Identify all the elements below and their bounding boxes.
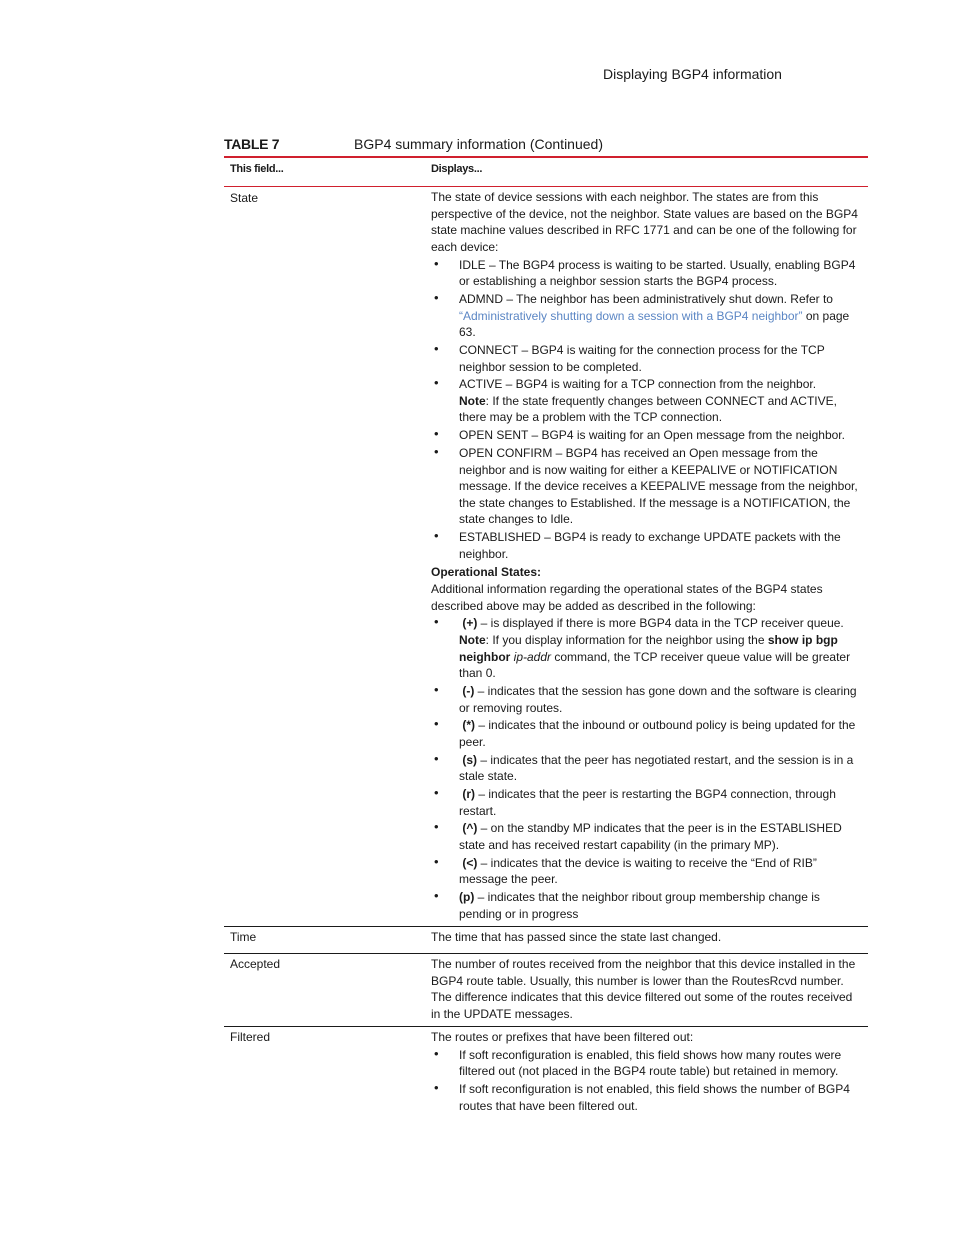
command-text: show ip bgp neighbor <box>459 632 838 664</box>
list-item: • (*) – indicates that the inbound or outbound policy is being updated for the peer. <box>434 716 856 749</box>
filtered-intro: The routes or prefixes that have been filtered out: <box>431 1030 694 1044</box>
operational-states-intro: Additional information regarding the operational states of the BGP4 states described above may be added as described in the following: <box>431 581 823 613</box>
column-header-field: This field... <box>230 163 284 175</box>
table-caption <box>224 136 868 158</box>
note-label: Note <box>459 632 486 647</box>
list-item: • (-) – indicates that the session has gone down and the software is clearing or removing routes. <box>434 681 857 715</box>
bullet-icon: • <box>434 255 439 271</box>
bullet-icon: • <box>434 716 439 732</box>
bullet-icon: • <box>434 614 439 630</box>
list-item: • ADMND – The neighbor has been administratively shut down. Refer to “Administratively shutting down a session with a BGP4 neighbor” on page 63. <box>434 289 850 340</box>
bullet-icon: • <box>434 853 439 869</box>
bullet-icon: • <box>434 1045 439 1061</box>
table-top-rule <box>224 156 868 158</box>
table-number: TABLE 7 <box>224 136 280 152</box>
column-header-displays: Displays... <box>431 163 483 175</box>
bullet-icon: • <box>434 528 439 544</box>
list-item: • (r) – indicates that the peer is restarting the BGP4 connection, through restart. <box>434 785 836 818</box>
cross-reference-link[interactable]: “Administratively shutting down a session with a BGP4 neighbor” <box>459 308 803 323</box>
operational-states-heading: Operational States: <box>431 565 542 580</box>
bullet-icon: • <box>434 426 439 442</box>
list-item: • OPEN CONFIRM – BGP4 has received an Open message from the neighbor and is now waiting for either a KEEPALIVE or NOTIFICATION message. If the device receives a KEEPALIVE message from the neighbor, the state changes to Established. If the message is a NOTIFICATION, the state changes to Idle. <box>434 444 858 527</box>
list-item: • (^) – on the standby MP indicates that the peer is in the ESTABLISHED state and has received restart capability (in the primary MP). <box>434 819 842 852</box>
header-bottom-rule <box>224 186 868 187</box>
bullet-icon: • <box>434 681 439 697</box>
field-description: The number of routes received from the neighbor that this device installed in the BGP4 route table. Usually, this number is lower than the RoutesRcvd number. The difference indicates that this device filtered out some of the routes received in the UPDATE messages. <box>431 957 856 1021</box>
list-item: • CONNECT – BGP4 is waiting for the connection process for the TCP neighbor session to be completed. <box>434 340 825 374</box>
bullet-icon: • <box>434 444 439 460</box>
table-row-state <box>224 189 868 927</box>
field-description <box>431 1029 863 1114</box>
field-name: Time <box>230 930 257 944</box>
bullet-icon: • <box>434 750 439 766</box>
table-row-filtered <box>224 1027 868 1122</box>
bullet-icon: • <box>434 375 439 391</box>
list-item: • If soft reconfiguration is enabled, this field shows how many routes were filtered out (not placed in the BGP4 route table) but retained in memory. <box>434 1045 842 1079</box>
field-name: State <box>230 191 259 205</box>
list-item: • (+) – is displayed if there is more BGP4 data in the TCP receiver queue. Note: If you display information for the neighbor using the show ip bgp neighbor ip-addr command, the TCP receiver queue value will be greater than 0. <box>434 614 851 681</box>
bullet-icon: • <box>434 888 439 904</box>
running-header: Displaying BGP4 information <box>603 66 782 82</box>
bullet-icon: • <box>434 340 439 356</box>
list-item: • ACTIVE – BGP4 is waiting for a TCP connection from the neighbor. Note: If the state frequently changes between CONNECT and ACTIVE, there may be a problem with the TCP connection. <box>434 375 837 425</box>
bullet-icon: • <box>434 289 439 305</box>
operational-states-list <box>431 615 863 922</box>
table-title: BGP4 summary information (Continued) <box>354 136 603 152</box>
filtered-list <box>431 1047 863 1115</box>
state-intro: The state of device sessions with each neighbor. The states are from this perspective of the device, not the neighbor. State values are based on the BGP4 state machine values described in RFC 1771 and can be one of the following for each device: <box>431 190 858 254</box>
list-item: • If soft reconfiguration is not enabled, this field shows the number of BGP4 routes that have been filtered out. <box>434 1080 850 1113</box>
note-label: Note <box>459 393 486 408</box>
list-item: • IDLE – The BGP4 process is waiting to be started. Usually, enabling BGP4 or establishing a neighbor session starts the BGP4 process. <box>434 255 856 289</box>
list-item: • ESTABLISHED – BGP4 is ready to exchange UPDATE packets with the neighbor. <box>434 528 841 561</box>
state-list <box>431 257 863 563</box>
list-item: • (p) – indicates that the neighbor ribout group membership change is pending or in progress <box>434 888 820 921</box>
list-item: • OPEN SENT – BGP4 is waiting for an Open message from the neighbor. <box>434 426 845 443</box>
command-argument: ip-addr <box>513 649 552 664</box>
field-description: The time that has passed since the state last changed. <box>431 930 722 944</box>
field-name: Filtered <box>230 1030 271 1044</box>
field-name: Accepted <box>230 957 281 971</box>
bullet-icon: • <box>434 785 439 801</box>
bullet-icon: • <box>434 1080 439 1096</box>
field-description <box>431 189 863 922</box>
list-item: • (s) – indicates that the peer has negotiated restart, and the session is in a stale state. <box>434 750 854 784</box>
table-row-time <box>224 927 868 954</box>
list-item: • (<) – indicates that the device is waiting to receive the “End of RIB” message the peer. <box>434 853 817 887</box>
bullet-icon: • <box>434 819 439 835</box>
table-row-accepted <box>224 954 868 1027</box>
